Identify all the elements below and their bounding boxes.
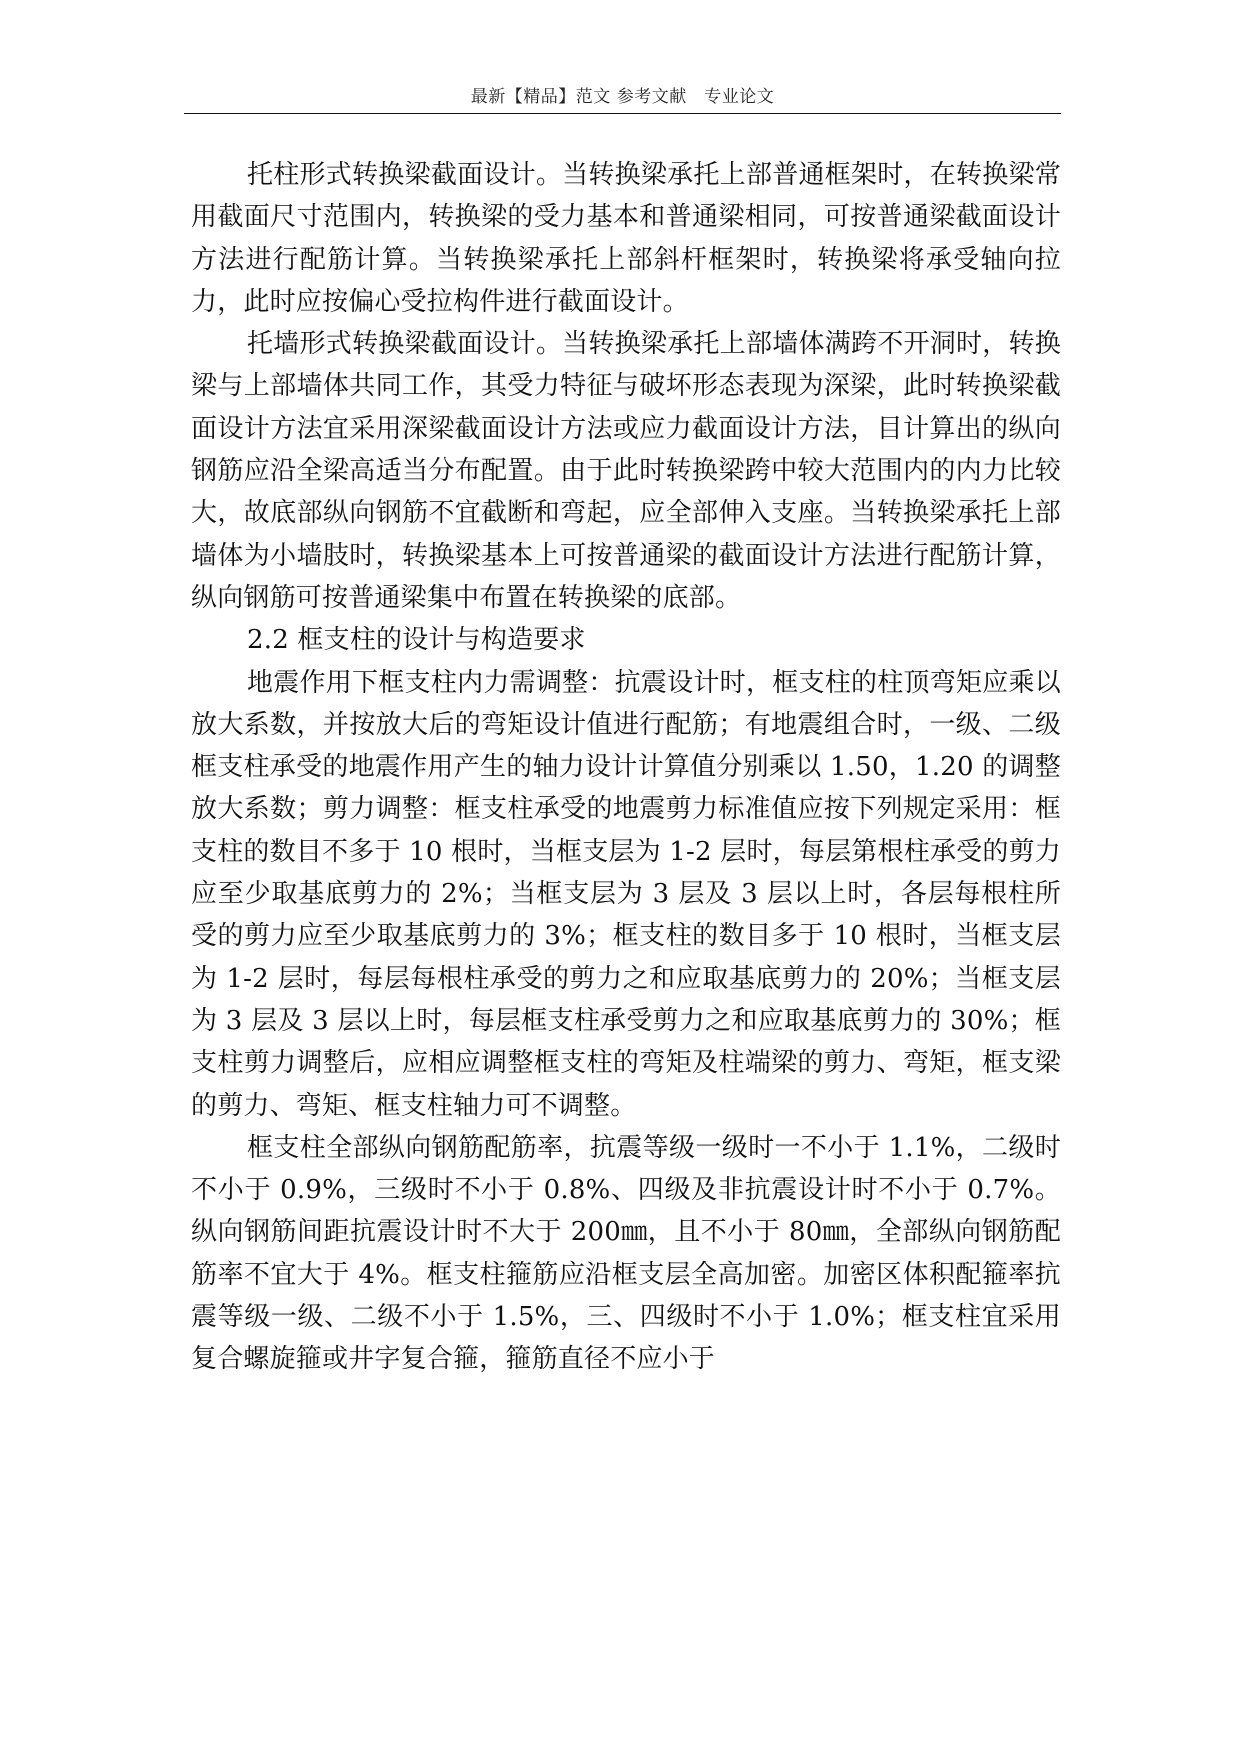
paragraph-reinforcement-ratio: 框支柱全部纵向钢筋配筋率，抗震等级一级时一不小于 1.1%，二级时不小于 0.9%，三级时不小于 0.8%、四级及非抗震设计时不小于 0.7%。纵向钢筋间距抗震设计时不大于 200㎜，且不小于 80㎜，全部纵向钢筋配筋率不宜大于 4%。框支柱箍筋应沿框支层全高加密。加密区体积配箍率抗震等级一级、二级不小于 1.5%，三、四级时不小于 1.0%；框支柱宜采用复合螺旋箍或井字复合箍，箍筋直径不应小于 [191, 1132, 1061, 1375]
document-body [191, 154, 1061, 1381]
section-heading-2-2: 2.2 框支柱的设计与构造要求 [247, 625, 586, 656]
paragraph-column-transfer-beam: 托柱形式转换梁截面设计。当转换梁承托上部普通框架时，在转换梁常用截面尺寸范围内，转换梁的受力基本和普通梁相同，可按普通梁截面设计方法进行配筋计算。当转换梁承托上部斜杆框架时，转换梁将承受轴向拉力，此时应按偏心受拉构件进行截面设计。 [191, 160, 1061, 317]
page-header: 最新【精品】范文 参考文献 专业论文 [470, 87, 775, 107]
paragraph-wall-transfer-beam: 托墙形式转换梁截面设计。当转换梁承托上部墙体满跨不开洞时，转换梁与上部墙体共同工作，其受力特征与破坏形态表现为深梁，此时转换梁截面设计方法宜采用深梁截面设计方法或应力截面设计方法，目计算出的纵向钢筋应沿全梁高适当分布配置。由于此时转换梁跨中较大范围内的内力比较大，故底部纵向钢筋不宜截断和弯起，应全部伸入支座。当转换梁承托上部墙体为小墙肢时，转换梁基本上可按普通梁的截面设计方法进行配筋计算，纵向钢筋可按普通梁集中布置在转换梁的底部。 [191, 329, 1061, 613]
header-divider [184, 113, 1061, 114]
paragraph-seismic-adjustment: 地震作用下框支柱内力需调整：抗震设计时，框支柱的柱顶弯矩应乘以放大系数，并按放大后的弯矩设计值进行配筋；有地震组合时，一级、二级框支柱承受的地震作用产生的轴力设计计算值分别乘以 1.50，1.20 的调整放大系数；剪力调整：框支柱承受的地震剪力标准值应按下列规定采用：框支柱的数目不多于 10 根时，当框支层为 1-2 层时，每层第根柱承受的剪力应至少取基底剪力的 2%；当框支层为 3 层及 3 层以上时，各层每根柱所受的剪力应至少取基底剪力的 3%；框支柱的数目多于 10 根时，当框支层为 1-2 层时，每层每根柱承受的剪力之和应取基底剪力的 20%；当框支层为 3 层及 3 层以上时，每层框支柱承受剪力之和应取基底剪力的 30%；框支柱剪力调整后，应相应调整框支柱的弯矩及柱端梁的剪力、弯矩，框支梁的剪力、弯矩、框支柱轴力可不调整。 [191, 667, 1061, 1121]
